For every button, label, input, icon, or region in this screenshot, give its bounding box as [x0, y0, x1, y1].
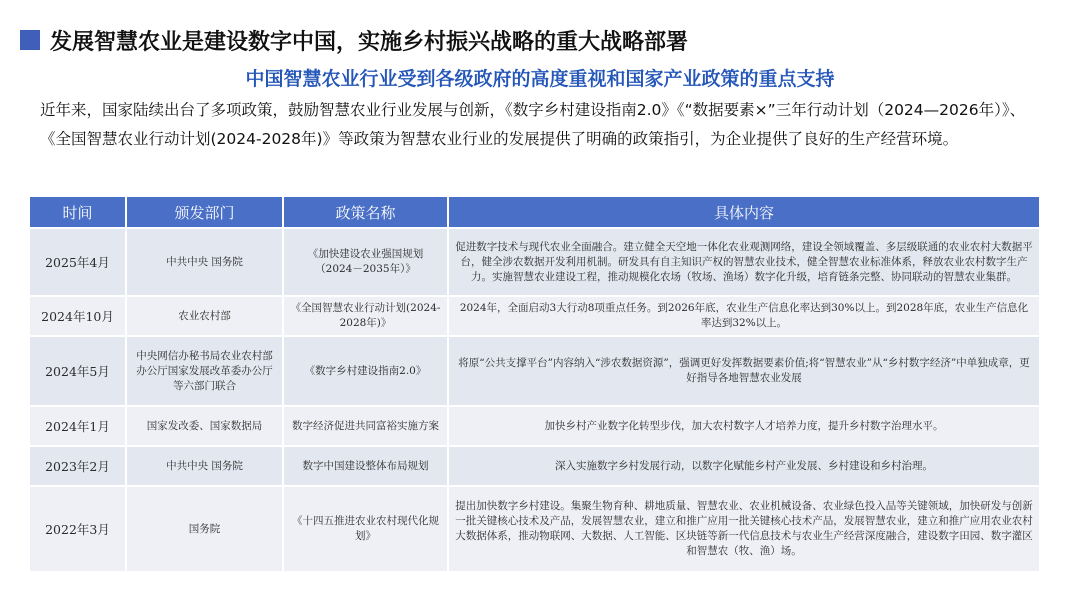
- intro-paragraph: 近年来，国家陆续出台了多项政策，鼓励智慧农业行业发展与创新，《数字乡村建设指南2.0》《“数据要素×”三年行动计划（2024—2026年）》、《全国智慧农业行动计划(2024-2028年)》等政策为智慧农业行业的发展提供了明确的政策指引，为企业提供了良好的生产经营环境。: [40, 101, 1026, 148]
- table-header-row: [30, 197, 1039, 227]
- cell-policy: 《全国智慧农业行动计划(2024-2028年)》: [284, 297, 447, 335]
- cell-policy: 《数字乡村建设指南2.0》: [284, 337, 447, 405]
- header-department: 颁发部门: [127, 197, 282, 227]
- table-row: [30, 407, 1039, 445]
- cell-time: 2022年3月: [30, 487, 125, 571]
- cell-policy: 《加快建设农业强国规划（2024－2035年）》: [284, 229, 447, 295]
- cell-department: 中共中央 国务院: [127, 229, 282, 295]
- cell-policy: 数字经济促进共同富裕实施方案: [284, 407, 447, 445]
- header-policy-name: 政策名称: [284, 197, 447, 227]
- table-row: [30, 487, 1039, 571]
- cell-content: 促进数字技术与现代农业全面融合。建立健全天空地一体化农业观测网络，建设全领域覆盖、多层级联通的农业农村大数据平台，健全涉农数据开发利用机制。研发具有自主知识产权的智慧农业技术，健全智慧农业标准体系，释放农业农村数字生产力。实施智慧农业建设工程，推动规模化农场（牧场、渔场）数字化升级，培育链条完整、协同联动的智慧农业集群。: [449, 229, 1039, 295]
- cell-department: 国务院: [127, 487, 282, 571]
- cell-time: 2025年4月: [30, 229, 125, 295]
- header-content: 具体内容: [449, 197, 1039, 227]
- cell-time: 2024年10月: [30, 297, 125, 335]
- cell-department: 中共中央 国务院: [127, 447, 282, 485]
- table-row: [30, 447, 1039, 485]
- cell-content: 加快乡村产业数字化转型步伐，加大农村数字人才培养力度，提升乡村数字治理水平。: [449, 407, 1039, 445]
- table-row: [30, 297, 1039, 335]
- cell-content: 提出加快数字乡村建设。集聚生物育种、耕地质量、智慧农业、农业机械设备、农业绿色投入品等关键领域，加快研发与创新一批关键核心技术及产品，发展智慧农业，建立和推广应用一批关键核心技术产品，发展智慧农业，建立和推广应用农业农村大数据体系，推动物联网、大数据、人工智能、区块链等新一代信息技术与农业生产经营深度融合，建设数字田园、数字灌区和智慧农（牧、渔）场。: [449, 487, 1039, 571]
- page-subtitle: 中国智慧农业行业受到各级政府的高度重视和国家产业政策的重点支持: [245, 68, 835, 90]
- cell-time: 2024年5月: [30, 337, 125, 405]
- cell-content: 深入实施数字乡村发展行动，以数字化赋能乡村产业发展、乡村建设和乡村治理。: [449, 447, 1039, 485]
- cell-content: 2024年，全面启动3大行动8项重点任务。到2026年底，农业生产信息化率达到30%以上。到2028年底，农业生产信息化率达到32%以上。: [449, 297, 1039, 335]
- header-time: 时间: [30, 197, 125, 227]
- policy-table: [28, 195, 1041, 573]
- header-marker-square: [20, 30, 40, 50]
- page-header: [20, 22, 688, 58]
- cell-content: 将原“公共支撑平台”内容纳入“涉农数据资源”，强调更好发挥数据要素价值;将“智慧农业”从“乡村数字经济”中单独成章，更好指导各地智慧农业发展: [449, 337, 1039, 405]
- table-row: [30, 337, 1039, 405]
- table-row: [30, 229, 1039, 295]
- cell-policy: 《十四五推进农业农村现代化规划》: [284, 487, 447, 571]
- cell-department: 农业农村部: [127, 297, 282, 335]
- cell-time: 2023年2月: [30, 447, 125, 485]
- cell-policy: 数字中国建设整体布局规划: [284, 447, 447, 485]
- page-title: 发展智慧农业是建设数字中国，实施乡村振兴战略的重大战略部署: [50, 29, 689, 55]
- cell-time: 2024年1月: [30, 407, 125, 445]
- cell-department: 中央网信办秘书局农业农村部办公厅国家发展改革委办公厅等六部门联合: [127, 337, 282, 405]
- cell-department: 国家发改委、国家数据局: [127, 407, 282, 445]
